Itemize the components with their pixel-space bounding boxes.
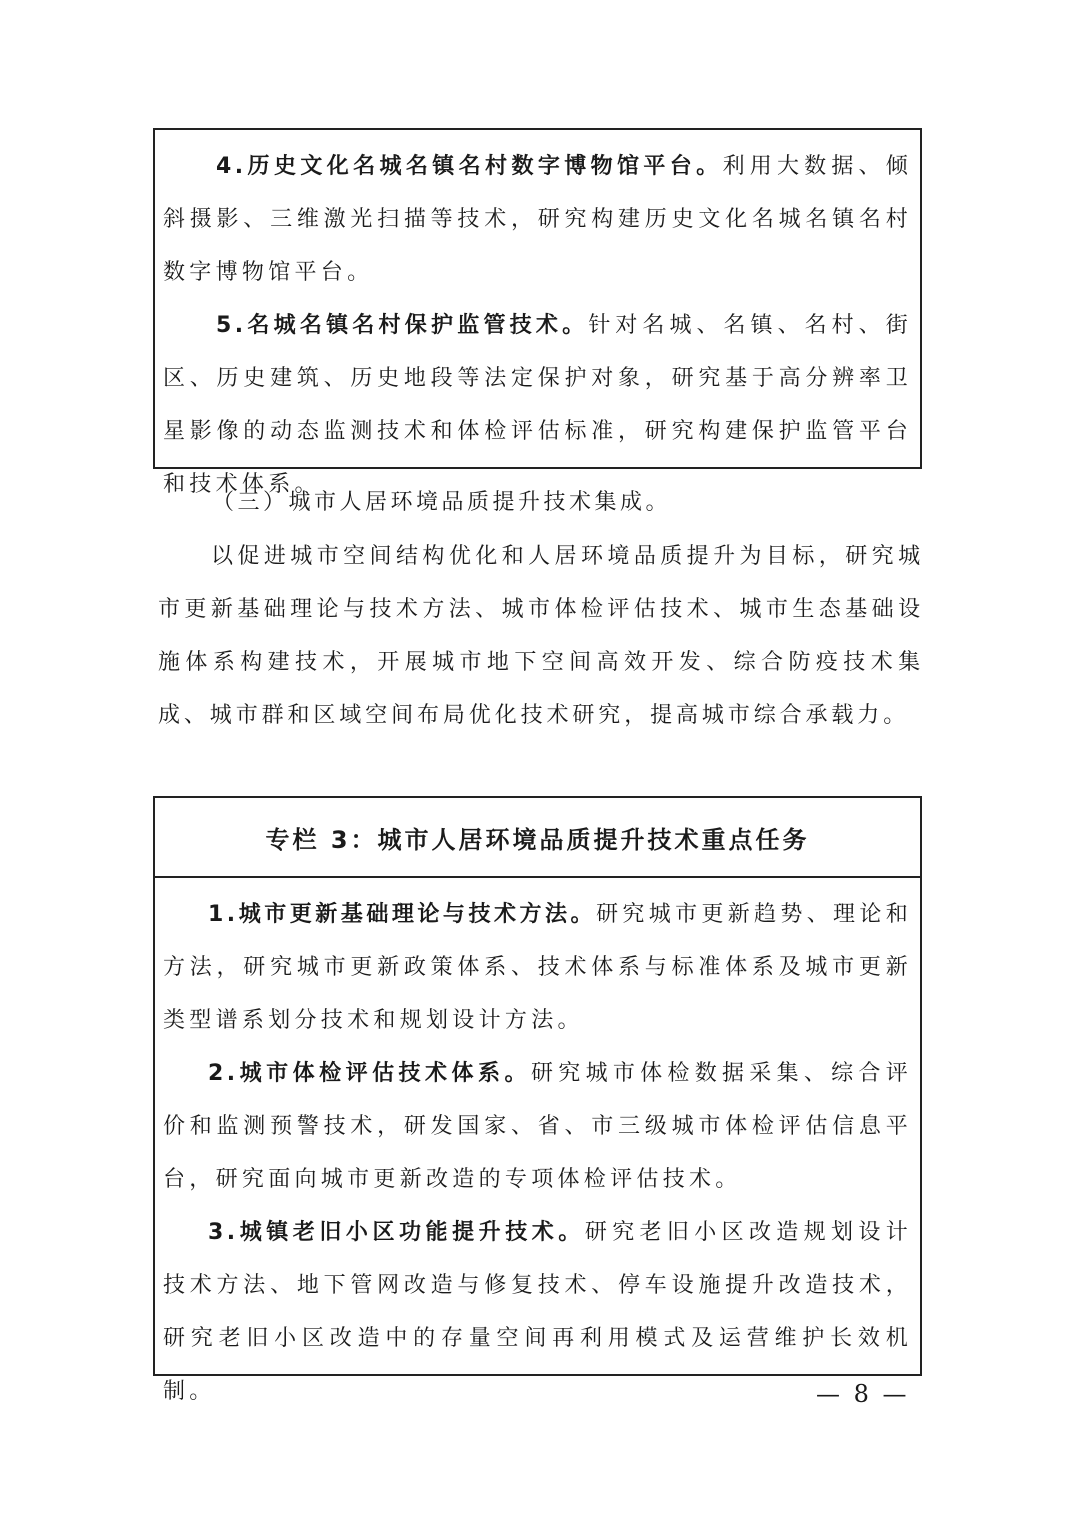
box2-item-1-text: 研究城市更新趋势、理论和方法，研究城市更新政策体系、技术体系与标准体系及城市更新类型谱系划分技术和规划设计方法。 [163, 902, 912, 1033]
box2-item-2 [163, 1047, 912, 1206]
box1-item-5-title: 5.名城名镇名村保护监管技术。 [216, 313, 589, 338]
box2-item-2-title: 2.城市体检评估技术体系。 [208, 1061, 531, 1086]
column-box-body [155, 878, 920, 1418]
section-heading: （三）城市人居环境品质提升技术集成。 [212, 490, 672, 515]
box2-item-1 [163, 888, 912, 1047]
column-box-header: 专栏 3：城市人居环境品质提升技术重点任务 [155, 798, 920, 878]
body-paragraph: 以促进城市空间结构优化和人居环境品质提升为目标，研究城市更新基础理论与技术方法、城市体检评估技术、城市生态基础设施体系构建技术，开展城市地下空间高效开发、综合防疫技术集成、城市群和区域空间布局优化技术研究，提高城市综合承载力。 [158, 544, 924, 728]
box2-item-3-text: 研究老旧小区改造规划设计技术方法、地下管网改造与修复技术、停车设施提升改造技术，研究老旧小区改造中的存量空间再利用模式及运营维护长效机制。 [163, 1220, 912, 1404]
box2-item-2-text: 研究城市体检数据采集、综合评价和监测预警技术，研发国家、省、市三级城市体检评估信息平台，研究面向城市更新改造的专项体检评估技术。 [163, 1061, 913, 1192]
column-box-continued [153, 128, 922, 497]
box1-item-4 [163, 140, 912, 299]
box1-item-4-title: 4.历史文化名城名镇名村数字博物馆平台。 [216, 154, 723, 179]
box2-item-1-title: 1.城市更新基础理论与技术方法。 [208, 902, 597, 927]
box1-item-5-text: 针对名城、名镇、名村、街区、历史建筑、历史地段等法定保护对象，研究基于高分辨率卫星影像的动态监测技术和体检评估标准，研究构建保护监管平台和技术体系。 [163, 313, 912, 497]
box2-item-3 [163, 1206, 912, 1418]
column-box-3 [153, 796, 922, 1404]
page-number: — 8 — [816, 1380, 910, 1408]
box1-item-4-text: 利用大数据、倾斜摄影、三维激光扫描等技术，研究构建历史文化名城名镇名村数字博物馆平台。 [163, 154, 912, 285]
box2-item-3-title: 3.城镇老旧小区功能提升技术。 [208, 1220, 585, 1245]
